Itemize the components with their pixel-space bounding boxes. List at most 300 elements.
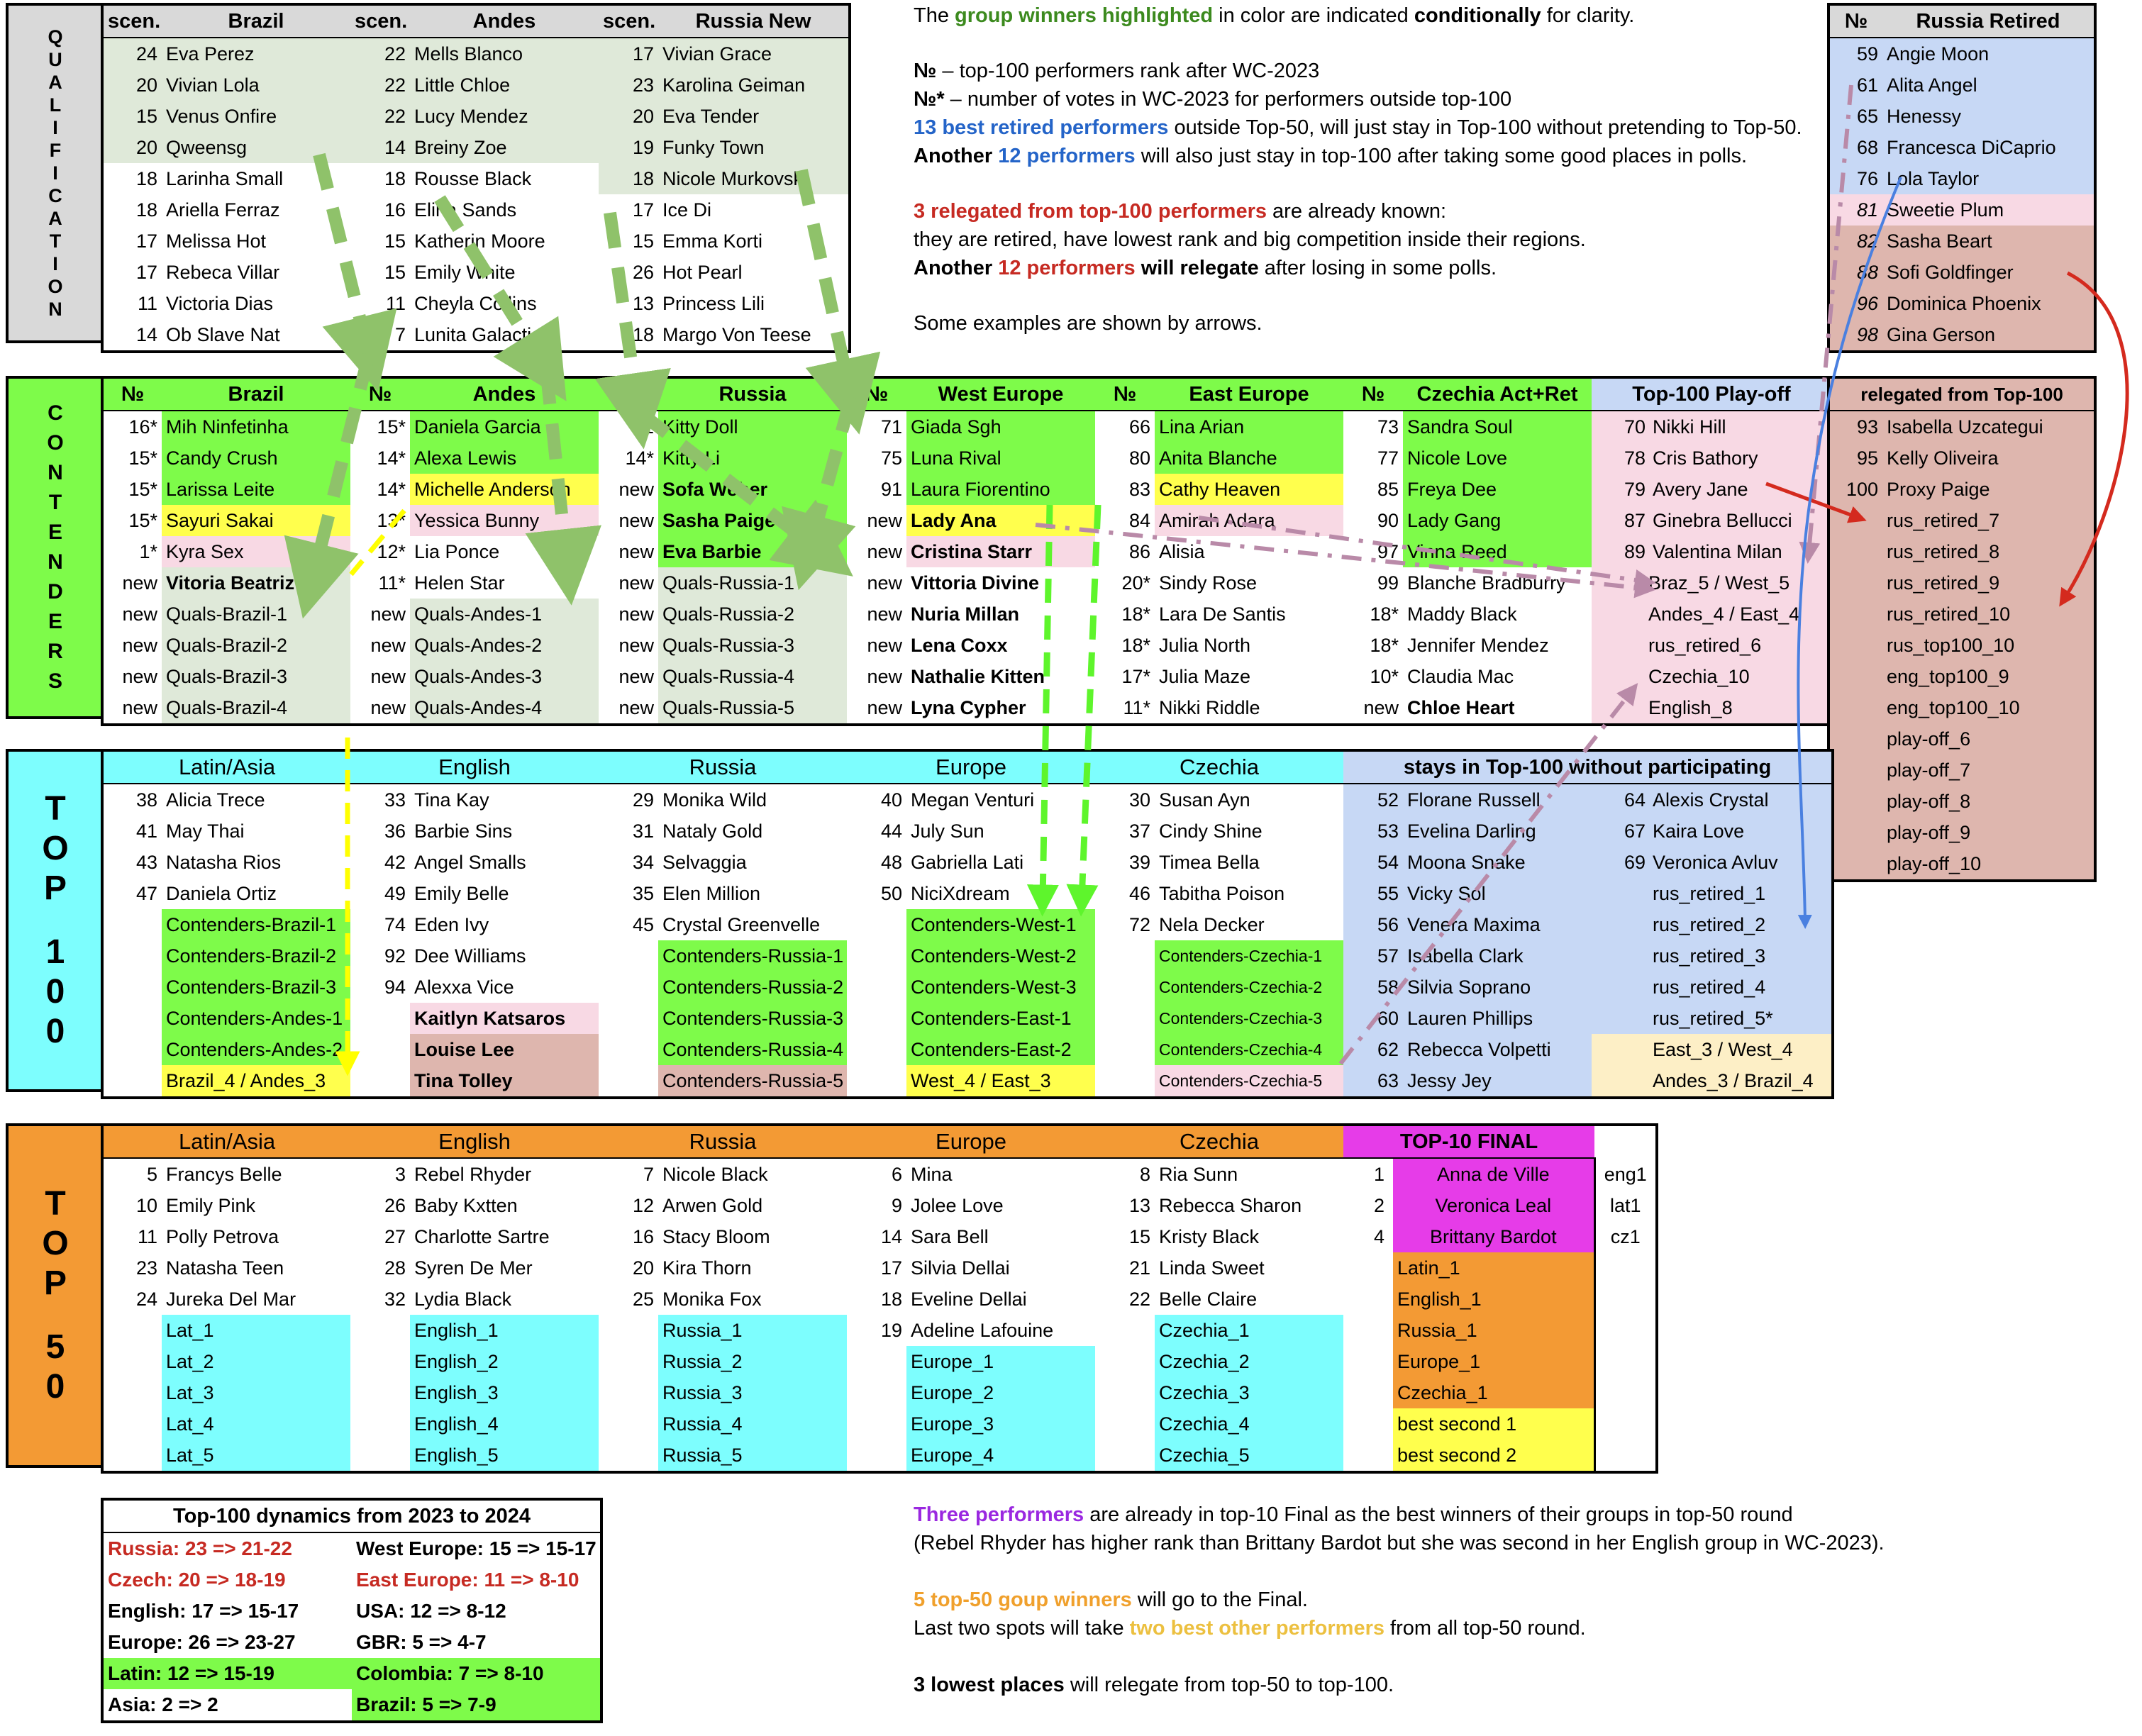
- rank-cell: 89: [1624, 541, 1646, 562]
- table-row: [1829, 786, 2095, 817]
- rank-cell: new: [867, 635, 902, 656]
- name-cell: Karolina Geiman: [658, 69, 850, 101]
- name-cell: rus_top100_10: [1882, 630, 2095, 661]
- rank-cell: 94: [384, 976, 406, 998]
- rank-cell: [599, 1346, 658, 1377]
- rank-cell: new: [370, 635, 406, 656]
- column-header: English: [350, 750, 599, 784]
- rank-cell: [1829, 723, 1882, 755]
- rank-cell: 44: [880, 820, 903, 842]
- name-cell: rus_retired_6: [1648, 635, 1762, 656]
- name-cell: Quals-Andes-2: [410, 630, 599, 661]
- name-cell: English_8: [1648, 697, 1733, 718]
- rank-cell: 63: [1343, 1065, 1403, 1098]
- playoff-cell: [1592, 661, 1833, 692]
- rank-cell: 41: [135, 820, 157, 842]
- name-cell: Europe_3: [906, 1408, 1095, 1440]
- column-header: №: [847, 377, 906, 411]
- rank-cell: new: [122, 572, 157, 594]
- name-cell: Veronica Avluv: [1653, 852, 1778, 873]
- name-cell: Louise Lee: [410, 1034, 599, 1065]
- dynamics-cell: West Europe: 15 => 15-17: [356, 1537, 596, 1559]
- rank-cell: 15: [1128, 1226, 1151, 1247]
- name-cell: rus_retired_2: [1653, 914, 1766, 935]
- playoff-cell: [1592, 567, 1833, 599]
- rank-cell: 95: [1829, 443, 1882, 474]
- name-cell: Sayuri Sakai: [162, 505, 350, 536]
- rank-cell: new: [867, 603, 902, 625]
- dynamics-cell: English: 17 => 15-17: [108, 1600, 299, 1622]
- table-row: [1829, 257, 2095, 288]
- column-header: Andes: [410, 377, 599, 411]
- name-cell: Contenders-Russia-5: [658, 1065, 847, 1098]
- column-header: Czechia Act+Ret: [1403, 377, 1592, 411]
- contenders-letter: N: [48, 461, 63, 484]
- rank-cell: [102, 1034, 162, 1065]
- name-cell: Florane Russell: [1403, 784, 1592, 816]
- name-cell: Lina Arian: [1155, 411, 1343, 443]
- rank-cell: new: [867, 666, 902, 687]
- table-row: [102, 972, 1833, 1003]
- rank-cell: 78: [1624, 447, 1646, 469]
- rank-cell: 83: [1128, 479, 1150, 500]
- rank-cell: 54: [1343, 847, 1403, 878]
- contenders-letter: E: [48, 521, 62, 544]
- top50-label: [6, 1123, 104, 1468]
- rank-cell: [599, 940, 658, 972]
- name-cell: Mih Ninfetinha: [162, 411, 350, 443]
- name-cell: Chloe Heart: [1407, 697, 1515, 718]
- rank-cell: 12*: [377, 541, 406, 562]
- rank-cell: 71: [880, 416, 902, 438]
- rank-cell: [599, 1377, 658, 1408]
- contenders-table: [101, 376, 1834, 726]
- table-row: [102, 599, 1833, 630]
- rank-cell: new: [867, 510, 902, 531]
- rank-cell: new: [1363, 697, 1399, 718]
- name-cell: Sindy Rose: [1159, 572, 1258, 594]
- name-cell: Selvaggia: [662, 852, 747, 873]
- name-cell: Europe_1: [906, 1346, 1095, 1377]
- name-cell: Helen Star: [414, 572, 505, 594]
- rank-cell: [102, 1065, 162, 1098]
- name-cell: Contenders-Andes-1: [162, 1003, 350, 1034]
- rank-cell: 62: [1343, 1034, 1403, 1065]
- name-cell: Contenders-Czechia-2: [1155, 972, 1343, 1003]
- table-row: [1829, 848, 2095, 881]
- table-row: [1829, 599, 2095, 630]
- rank-cell: 67: [1624, 820, 1646, 842]
- name-cell: Kyra Sex: [162, 536, 350, 567]
- rank-cell: 15*: [377, 416, 406, 438]
- rank-cell: 17*: [1121, 666, 1150, 687]
- column-header: Top-100 Play-off: [1592, 377, 1833, 411]
- name-cell: English_4: [410, 1408, 599, 1440]
- rank-cell: [1343, 1377, 1393, 1408]
- rank-cell: 23: [135, 1257, 157, 1279]
- rank-cell: 91: [880, 479, 902, 500]
- name-cell: Quals-Brazil-4: [162, 692, 350, 725]
- name-cell: Evelina Darling: [1403, 816, 1592, 847]
- rank-cell: [1829, 755, 1882, 786]
- rank-cell: 26: [632, 262, 654, 283]
- name-cell: Nathalie Kitten: [911, 666, 1045, 687]
- rank-cell: 18: [632, 324, 654, 345]
- rank-cell: [1095, 1346, 1155, 1377]
- rank-cell: [1829, 786, 1882, 817]
- column-header: relegated from Top-100: [1829, 377, 2095, 411]
- top100-label: [6, 749, 104, 1092]
- name-cell: Ice Di: [662, 199, 712, 221]
- rank-cell: 15: [384, 262, 406, 283]
- name-cell: Monika Wild: [662, 789, 767, 811]
- name-cell: Alicia Trece: [166, 789, 265, 811]
- country-cell: [1594, 1377, 1657, 1408]
- table-row: [1829, 443, 2095, 474]
- rank-cell: 18*: [1121, 603, 1150, 625]
- table-row: [1829, 226, 2095, 257]
- top50-letter: 5: [45, 1328, 65, 1366]
- name-cell: Monika Fox: [662, 1289, 762, 1310]
- name-cell: Contenders-Brazil-3: [162, 972, 350, 1003]
- contenders-letter: S: [48, 669, 62, 693]
- rank-cell: [102, 1003, 162, 1034]
- table-row: [102, 1065, 1833, 1098]
- rank-cell: 36: [384, 820, 406, 842]
- table-row: [1829, 319, 2095, 352]
- name-cell: Czechia_1: [1155, 1315, 1343, 1346]
- name-cell: Ariella Ferraz: [166, 199, 280, 221]
- rank-cell: 56: [1343, 909, 1403, 940]
- contenders-label: [6, 376, 104, 719]
- name-cell: Eveline Dellai: [911, 1289, 1027, 1310]
- name-cell: Alita Angel: [1882, 69, 2095, 101]
- name-cell: Margo Von Teese: [662, 324, 811, 345]
- playoff-cell: [1592, 474, 1833, 505]
- rank-cell: 30: [1128, 789, 1151, 811]
- name-cell: Sofi Goldfinger: [1882, 257, 2095, 288]
- rank-cell: 70: [1624, 416, 1646, 438]
- column-header: Russia New: [658, 4, 850, 38]
- table-row: [102, 1564, 601, 1596]
- name-cell: rus_retired_3: [1653, 945, 1766, 967]
- name-cell: Czechia_2: [1155, 1346, 1343, 1377]
- stay-cell: [1592, 1034, 1833, 1065]
- rank-cell: 5: [146, 1164, 157, 1185]
- name-cell: Yessica Bunny: [410, 505, 599, 536]
- rank-cell: 15*: [128, 510, 157, 531]
- name-cell: rus_retired_7: [1882, 505, 2095, 536]
- name-cell: Tina Kay: [414, 789, 489, 811]
- rank-cell: 58: [1343, 972, 1403, 1003]
- stay-cell: [1592, 1003, 1833, 1034]
- rank-cell: [350, 1440, 410, 1472]
- rank-cell: [847, 940, 906, 972]
- name-cell: rus_retired_4: [1653, 976, 1766, 998]
- stay-cell: [1592, 909, 1833, 940]
- name-cell: Lat_3: [162, 1377, 350, 1408]
- rank-cell: 14*: [377, 447, 406, 469]
- rank-cell: [1095, 1034, 1155, 1065]
- rank-cell: 22: [350, 38, 410, 69]
- name-cell: Valentina Milan: [1653, 541, 1782, 562]
- table-row: [1829, 505, 2095, 536]
- name-cell: Daniela Garcia: [410, 411, 599, 443]
- rank-cell: 13: [1128, 1195, 1151, 1216]
- name-cell: Cris Bathory: [1653, 447, 1758, 469]
- rank-cell: 93: [1829, 411, 1882, 443]
- name-cell: Cheyla Collins: [414, 293, 537, 314]
- rank-cell: 14: [880, 1226, 903, 1247]
- table-row: [102, 1034, 1833, 1065]
- name-cell: Breiny Zoe: [410, 132, 599, 163]
- country-cell: cz1: [1610, 1226, 1641, 1247]
- rank-cell: new: [618, 697, 654, 718]
- rank-cell: 11*: [1123, 697, 1150, 718]
- rank-cell: [102, 1346, 162, 1377]
- rank-cell: 32: [384, 1289, 406, 1310]
- name-cell: Czechia_10: [1648, 666, 1750, 687]
- rank-cell: 17: [632, 199, 654, 221]
- rank-cell: 18: [880, 1289, 903, 1310]
- name-cell: Stacy Bloom: [662, 1226, 770, 1247]
- column-header: №: [1343, 377, 1403, 411]
- rank-cell: 99: [1377, 572, 1399, 594]
- name-cell: Eva Tender: [658, 101, 850, 132]
- name-cell: English_2: [410, 1346, 599, 1377]
- contenders-letter: O: [47, 431, 64, 455]
- name-cell: Czechia_5: [1155, 1440, 1343, 1472]
- rank-cell: 22: [350, 101, 410, 132]
- contenders-letter: D: [48, 580, 63, 603]
- name-cell: Contenders-Russia-3: [658, 1003, 847, 1034]
- rank-cell: 37: [1128, 820, 1151, 842]
- table-row: [1829, 411, 2095, 443]
- rank-cell: 80: [1128, 447, 1150, 469]
- name-cell: Lara De Santis: [1159, 603, 1286, 625]
- name-cell: Vinna Reed: [1403, 536, 1592, 567]
- name-cell: July Sun: [911, 820, 984, 842]
- qualification-letter: C: [48, 184, 62, 206]
- name-cell: eng_top100_9: [1882, 661, 2095, 692]
- name-cell: Russia_1: [1393, 1315, 1594, 1346]
- rank-cell: 29: [632, 789, 655, 811]
- rank-cell: 11: [137, 293, 157, 314]
- notes: The group winners highlighted in color are indicated conditionally for clarity. № – top-100 performers rank after WC-2023 №* – number of votes in WC-2023 for performers outside top-100 13 best retired performers outside Top-50, will just stay in Top-100 without pretending to Top-50. Another 12 performers will also just stay in top-100 after taking some good places in polls. 3 relegated from top-100 performers are already known: they are retired, have lowest rank and big competition inside their regions. Another 12 performers will relegate after losing in some polls. Some examples are shown by arrows.: [914, 4, 1802, 335]
- rank-cell: [102, 972, 162, 1003]
- rank-cell: new: [867, 572, 902, 594]
- column-header: [1594, 1125, 1657, 1158]
- qualification-letter: A: [48, 207, 62, 229]
- rank-cell: [1343, 1315, 1393, 1346]
- name-cell: Tina Tolley: [410, 1065, 599, 1098]
- contenders-letter: N: [48, 550, 63, 574]
- rank-cell: 11: [137, 1226, 157, 1247]
- rank-cell: [1343, 1408, 1393, 1440]
- rank-cell: new: [618, 479, 654, 500]
- dynamics-cell: Asia: 2 => 2: [108, 1693, 218, 1715]
- name-cell: Qweensg: [162, 132, 350, 163]
- table-row: [1829, 817, 2095, 848]
- contenders-letter: C: [48, 401, 63, 425]
- rank-cell: 15: [632, 230, 654, 252]
- name-cell: Michelle Anderson: [410, 474, 599, 505]
- name-cell: Maddy Black: [1407, 603, 1517, 625]
- table-row: [1829, 474, 2095, 505]
- name-cell: Emily White: [414, 262, 516, 283]
- name-cell: Contenders-Andes-2: [162, 1034, 350, 1065]
- name-cell: best second 2: [1393, 1440, 1594, 1472]
- name-cell: Vivian Grace: [658, 38, 850, 69]
- column-header: scen.: [599, 4, 658, 38]
- name-cell: Venera Maxima: [1403, 909, 1592, 940]
- column-header: Latin/Asia: [102, 750, 350, 784]
- rank-cell: new: [370, 666, 406, 687]
- name-cell: Proxy Paige: [1882, 474, 2095, 505]
- column-header: Russia: [658, 377, 847, 411]
- rank-cell: new: [618, 541, 654, 562]
- rank-cell: [350, 1034, 410, 1065]
- rank-cell: 26: [384, 1195, 406, 1216]
- name-cell: Lady Gang: [1403, 505, 1592, 536]
- name-cell: Latin_1: [1393, 1252, 1594, 1284]
- qualification-letter: I: [52, 252, 58, 274]
- table-row: [102, 505, 1833, 536]
- rank-cell: [1095, 940, 1155, 972]
- column-header: №: [1095, 377, 1155, 411]
- rank-cell: [1095, 1003, 1155, 1034]
- rank-cell: 18*: [1121, 635, 1150, 656]
- dynamics-cell: East Europe: 11 => 8-10: [356, 1569, 579, 1591]
- playoff-cell: [1592, 536, 1833, 567]
- name-cell: Blanche Bradburry: [1407, 572, 1566, 594]
- name-cell: Kelly Oliveira: [1882, 443, 2095, 474]
- rank-cell: [599, 972, 658, 1003]
- name-cell: Contenders-Czechia-3: [1155, 1003, 1343, 1034]
- rank-cell: 50: [880, 883, 903, 904]
- rank-cell: 15*: [128, 447, 157, 469]
- name-cell: Quals-Russia-3: [658, 630, 847, 661]
- table-row: [1829, 661, 2095, 692]
- table-row: [102, 163, 850, 194]
- rank-cell: 53: [1343, 816, 1403, 847]
- qualification-letter: I: [52, 162, 58, 184]
- rank-cell: 51: [632, 416, 654, 438]
- name-cell: Jolee Love: [911, 1195, 1004, 1216]
- rank-cell: [1095, 1065, 1155, 1098]
- rank-cell: [350, 1377, 410, 1408]
- column-header: №: [1829, 4, 1882, 38]
- rank-cell: 76: [1829, 163, 1882, 194]
- name-cell: Larinha Small: [166, 168, 284, 189]
- rank-cell: 18: [599, 163, 658, 194]
- name-cell: play-off_7: [1882, 755, 2095, 786]
- stay-cell: [1592, 847, 1833, 878]
- rank-cell: 49: [384, 883, 406, 904]
- table-row: [1829, 163, 2095, 194]
- name-cell: Contenders-East-1: [906, 1003, 1095, 1034]
- rank-cell: 28: [384, 1257, 406, 1279]
- table-row: [102, 1627, 601, 1658]
- playoff-cell: [1592, 443, 1833, 474]
- rank-cell: 27: [384, 1226, 406, 1247]
- column-header: scen.: [102, 4, 162, 38]
- table-row: [102, 319, 850, 352]
- name-cell: Rebecca Sharon: [1159, 1195, 1302, 1216]
- name-cell: Nikki Hill: [1653, 416, 1726, 438]
- name-cell: Brazil_4 / Andes_3: [162, 1065, 350, 1098]
- rank-cell: 20*: [1121, 572, 1150, 594]
- rank-cell: 22: [350, 69, 410, 101]
- table-row: [102, 101, 850, 132]
- column-header: West Europe: [906, 377, 1095, 411]
- rank-cell: 38: [135, 789, 157, 811]
- qualification-letter: U: [48, 48, 62, 70]
- contenders-letter: T: [48, 491, 62, 514]
- column-header: English: [350, 1125, 599, 1158]
- dynamics-cell: USA: 12 => 8-12: [356, 1600, 506, 1622]
- name-cell: Linda Sweet: [1159, 1257, 1265, 1279]
- rank-cell: 75: [880, 447, 902, 469]
- name-cell: Nataly Gold: [662, 820, 763, 842]
- name-cell: Laura Fiorentino: [906, 474, 1095, 505]
- rank-cell: [1829, 692, 1882, 723]
- rank-cell: 12: [632, 1195, 655, 1216]
- rank-cell: new: [370, 603, 406, 625]
- column-header: №: [350, 377, 410, 411]
- column-header: Russia Retired: [1882, 4, 2095, 38]
- name-cell: Sara Bell: [911, 1226, 989, 1247]
- name-cell: Contenders-East-2: [906, 1034, 1095, 1065]
- rank-cell: 14*: [625, 447, 654, 469]
- country-cell: [1594, 1315, 1657, 1346]
- name-cell: Quals-Russia-5: [658, 692, 847, 725]
- rank-cell: 40: [880, 789, 903, 811]
- table-row: [102, 909, 1833, 940]
- name-cell: Elen Million: [662, 883, 761, 904]
- rank-cell: 7: [643, 1164, 655, 1185]
- name-cell: Susan Ayn: [1159, 789, 1250, 811]
- rank-cell: 13: [632, 293, 654, 314]
- name-cell: Funky Town: [658, 132, 850, 163]
- stay-cell: [1592, 1065, 1833, 1098]
- column-header: №: [102, 377, 162, 411]
- name-cell: Veronica Leal: [1393, 1190, 1594, 1221]
- qualification-letter: A: [48, 71, 62, 93]
- table-row: [102, 1532, 601, 1564]
- name-cell: Rebecca Volpetti: [1403, 1034, 1592, 1065]
- name-cell: Vittoria Divine: [911, 572, 1040, 594]
- name-cell: Silvia Dellai: [911, 1257, 1010, 1279]
- name-cell: Sandra Soul: [1403, 411, 1592, 443]
- name-cell: Quals-Russia-4: [658, 661, 847, 692]
- column-header: Brazil: [162, 4, 350, 38]
- name-cell: Julia North: [1159, 635, 1251, 656]
- stay-cell: [1592, 816, 1833, 847]
- name-cell: Lydia Black: [414, 1289, 512, 1310]
- rank-cell: new: [122, 697, 157, 718]
- name-cell: rus_retired_8: [1882, 536, 2095, 567]
- table-row: [102, 630, 1833, 661]
- rank-cell: 90: [1377, 510, 1399, 531]
- rank-cell: 92: [384, 945, 406, 967]
- rank-cell: [847, 1034, 906, 1065]
- contenders-letter: E: [48, 610, 62, 633]
- table-row: [102, 38, 850, 69]
- name-cell: Alisia: [1159, 541, 1205, 562]
- table-row: [102, 1596, 601, 1627]
- rank-cell: 59: [1829, 38, 1882, 69]
